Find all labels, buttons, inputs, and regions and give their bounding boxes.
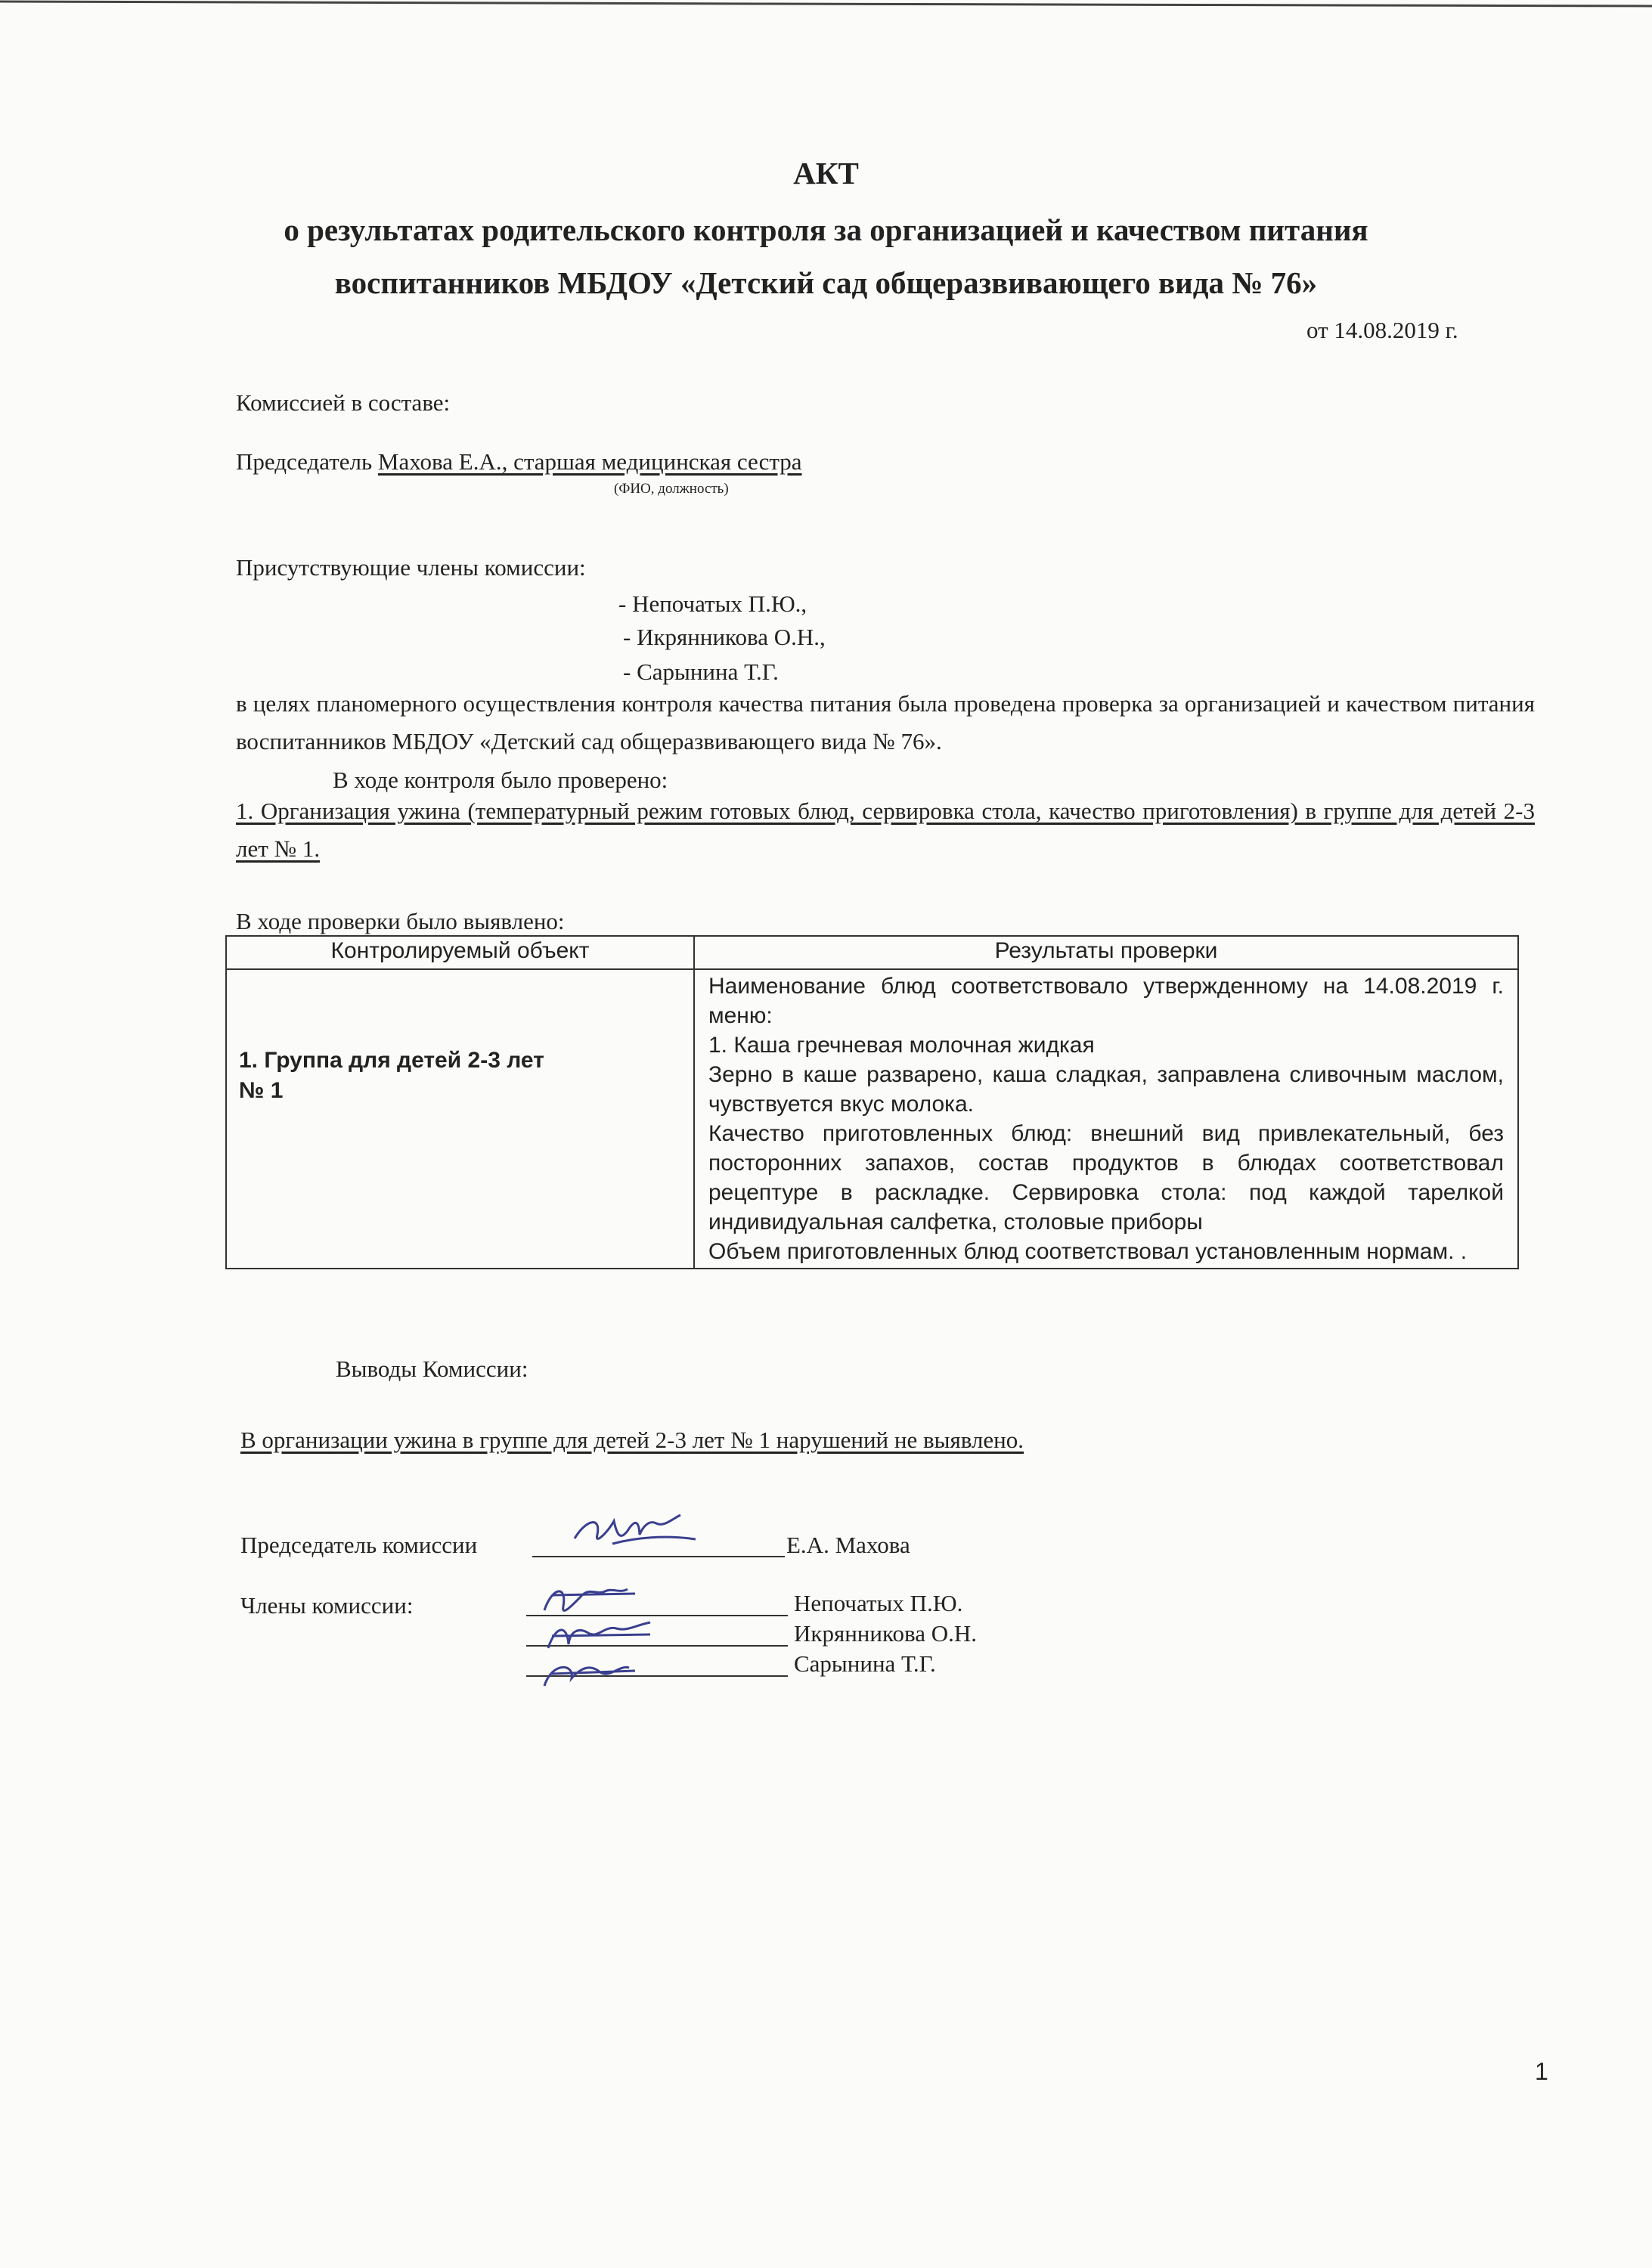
table-header-row	[226, 936, 1518, 969]
page-number: 1	[1535, 2058, 1548, 2085]
member-item: - Икрянникова О.Н.,	[623, 624, 826, 650]
sign-member-name: Икрянникова О.Н.	[794, 1620, 977, 1647]
conclusion-text: В организации ужина в группе для детей 2-3 лет № 1 нарушений не выявлено.	[240, 1427, 1024, 1453]
members-signatures	[522, 1572, 688, 1693]
result-line: Объем приготовленных блюд соответствовал установленным нормам. .	[708, 1239, 1468, 1264]
checked-item: 1. Организация ужина (температурный режим готовых блюд, сервировка стола, качество приготовления) в группе для детей 2-3 лет № 1.	[236, 798, 1535, 862]
document-subtitle-line-2: воспитанников МБДОУ «Детский сад общеразвивающего вида № 76»	[334, 265, 1318, 300]
checked-label: В ходе контроля было проверено:	[333, 767, 668, 793]
chair-signature	[567, 1504, 703, 1557]
table-row	[226, 969, 1518, 1269]
commission-label: Комиссией в составе:	[236, 389, 451, 416]
sign-chair-name: Е.А. Махова	[786, 1532, 910, 1558]
sign-member-name: Непочатых П.Ю.	[794, 1590, 963, 1616]
chairman-hint: (ФИО, должность)	[614, 481, 729, 497]
object-line-2: № 1	[239, 1078, 284, 1103]
result-line: Качество приготовленных блюд: внешний вид привлекательный, без посторонних запахов, состав продуктов в блюдах соответствовал рецептуре в раскладке. Сервировка стола: под каждой тарелкой индивидуальная салфетка, столовые приборы	[708, 1121, 1504, 1235]
sign-chair-label: Председатель комиссии	[240, 1532, 478, 1558]
results-cell	[694, 969, 1518, 1269]
result-line: 1. Каша гречневая молочная жидкая	[708, 1033, 1095, 1058]
member-item: - Непочатых П.Ю.,	[618, 590, 807, 617]
conclusions-label: Выводы Комиссии:	[336, 1356, 528, 1382]
purpose-paragraph: в целях планомерного осуществления контроля качества питания была проведена проверка за организацией и качеством питания воспитанников МБДОУ «Детский сад общеразвивающего вида № 76».	[236, 690, 1535, 754]
object-line-1: 1. Группа для детей 2-3 лет	[239, 1048, 544, 1073]
result-line: Зерно в каше разварено, каша сладкая, заправлена сливочным маслом, чувствуется вкус молока.	[708, 1062, 1504, 1117]
document-subtitle-line-1: о результатах родительского контроля за организацией и качеством питания	[284, 212, 1368, 247]
document-title: АКТ	[793, 156, 859, 191]
document-date: от 14.08.2019 г.	[1306, 317, 1458, 343]
scan-top-edge	[0, 0, 1652, 8]
chairman-prefix: Председатель	[236, 448, 373, 475]
column-header-object: Контролируемый объект	[226, 936, 694, 969]
members-label: Присутствующие члены комиссии:	[236, 554, 586, 581]
controlled-object-cell	[226, 969, 694, 1269]
result-line: Наименование блюд соответствовало утвержденному на 14.08.2019 г. меню:	[708, 974, 1504, 1028]
chairman-line	[236, 446, 802, 478]
sign-member-name: Сарынина Т.Г.	[794, 1650, 936, 1677]
revealed-label: В ходе проверки было выявлено:	[236, 908, 565, 934]
column-header-results: Результаты проверки	[694, 936, 1518, 969]
member-item: - Сарынина Т.Г.	[623, 658, 779, 685]
results-table	[225, 935, 1519, 1269]
chairman-value: Махова Е.А., старшая медицинская сестра	[377, 448, 802, 475]
sign-members-label: Члены комиссии:	[240, 1592, 414, 1619]
